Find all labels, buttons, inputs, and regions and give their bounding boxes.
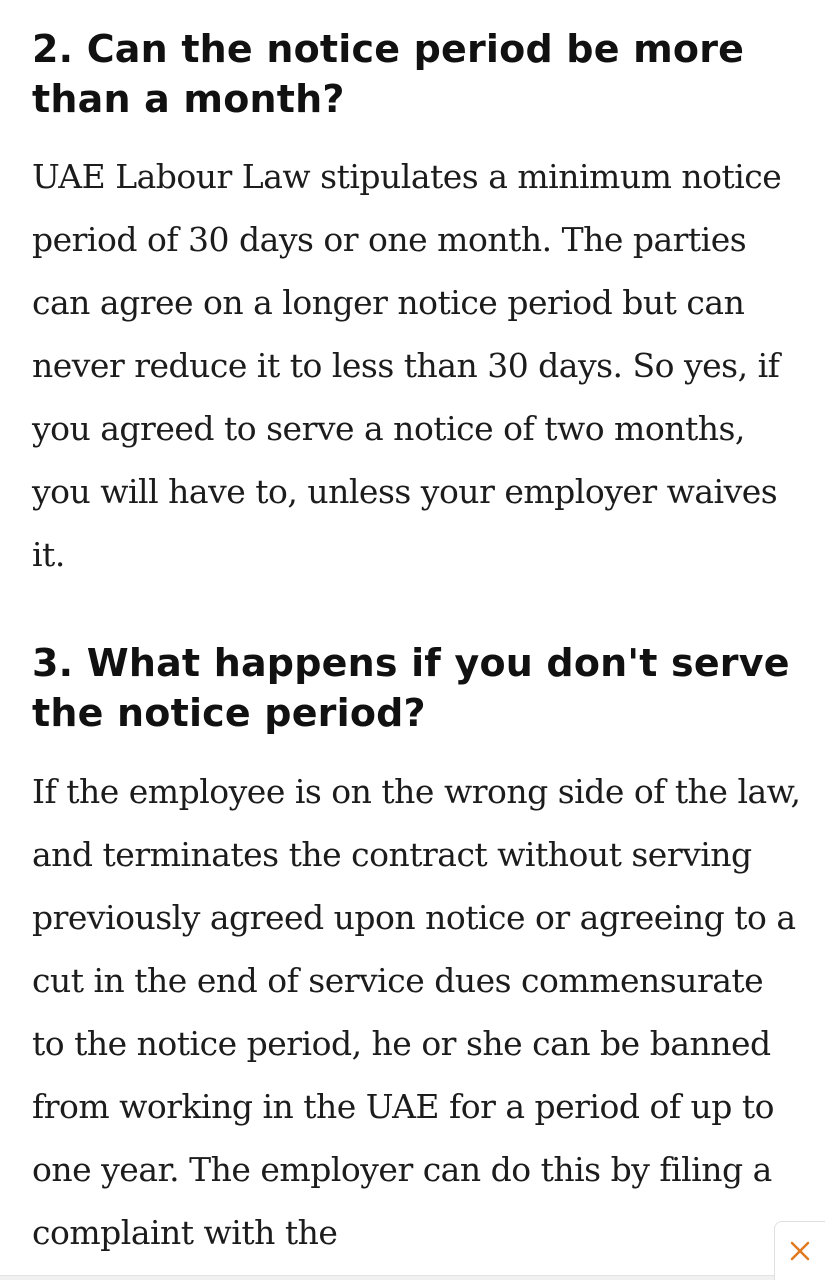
section-paragraph: UAE Labour Law stipulates a minimum notice period of 30 days or one month. The parties can agree on a longer notice period but can never reduce it to less than 30 days. So yes, if you agreed to serve a notice of two months, you will have to, unless your employer waives it. [32,157,782,574]
close-icon [789,1240,811,1262]
section-paragraph: If the employee is on the wrong side of the law, and terminates the contract without serving previously agreed upon notice or agreeing to a cut in the end of service dues commensurate to the notice period, he or she can be banned from working in the UAE for a period of up to one year. The employer can do this by filing a complaint with the [32,772,801,1252]
section-heading: 3. What happens if you don't serve the notice period? [32,641,790,735]
ad-banner [0,1275,825,1280]
section-heading: 2. Can the notice period be more than a month? [32,27,745,121]
close-ad-button[interactable] [774,1221,825,1280]
